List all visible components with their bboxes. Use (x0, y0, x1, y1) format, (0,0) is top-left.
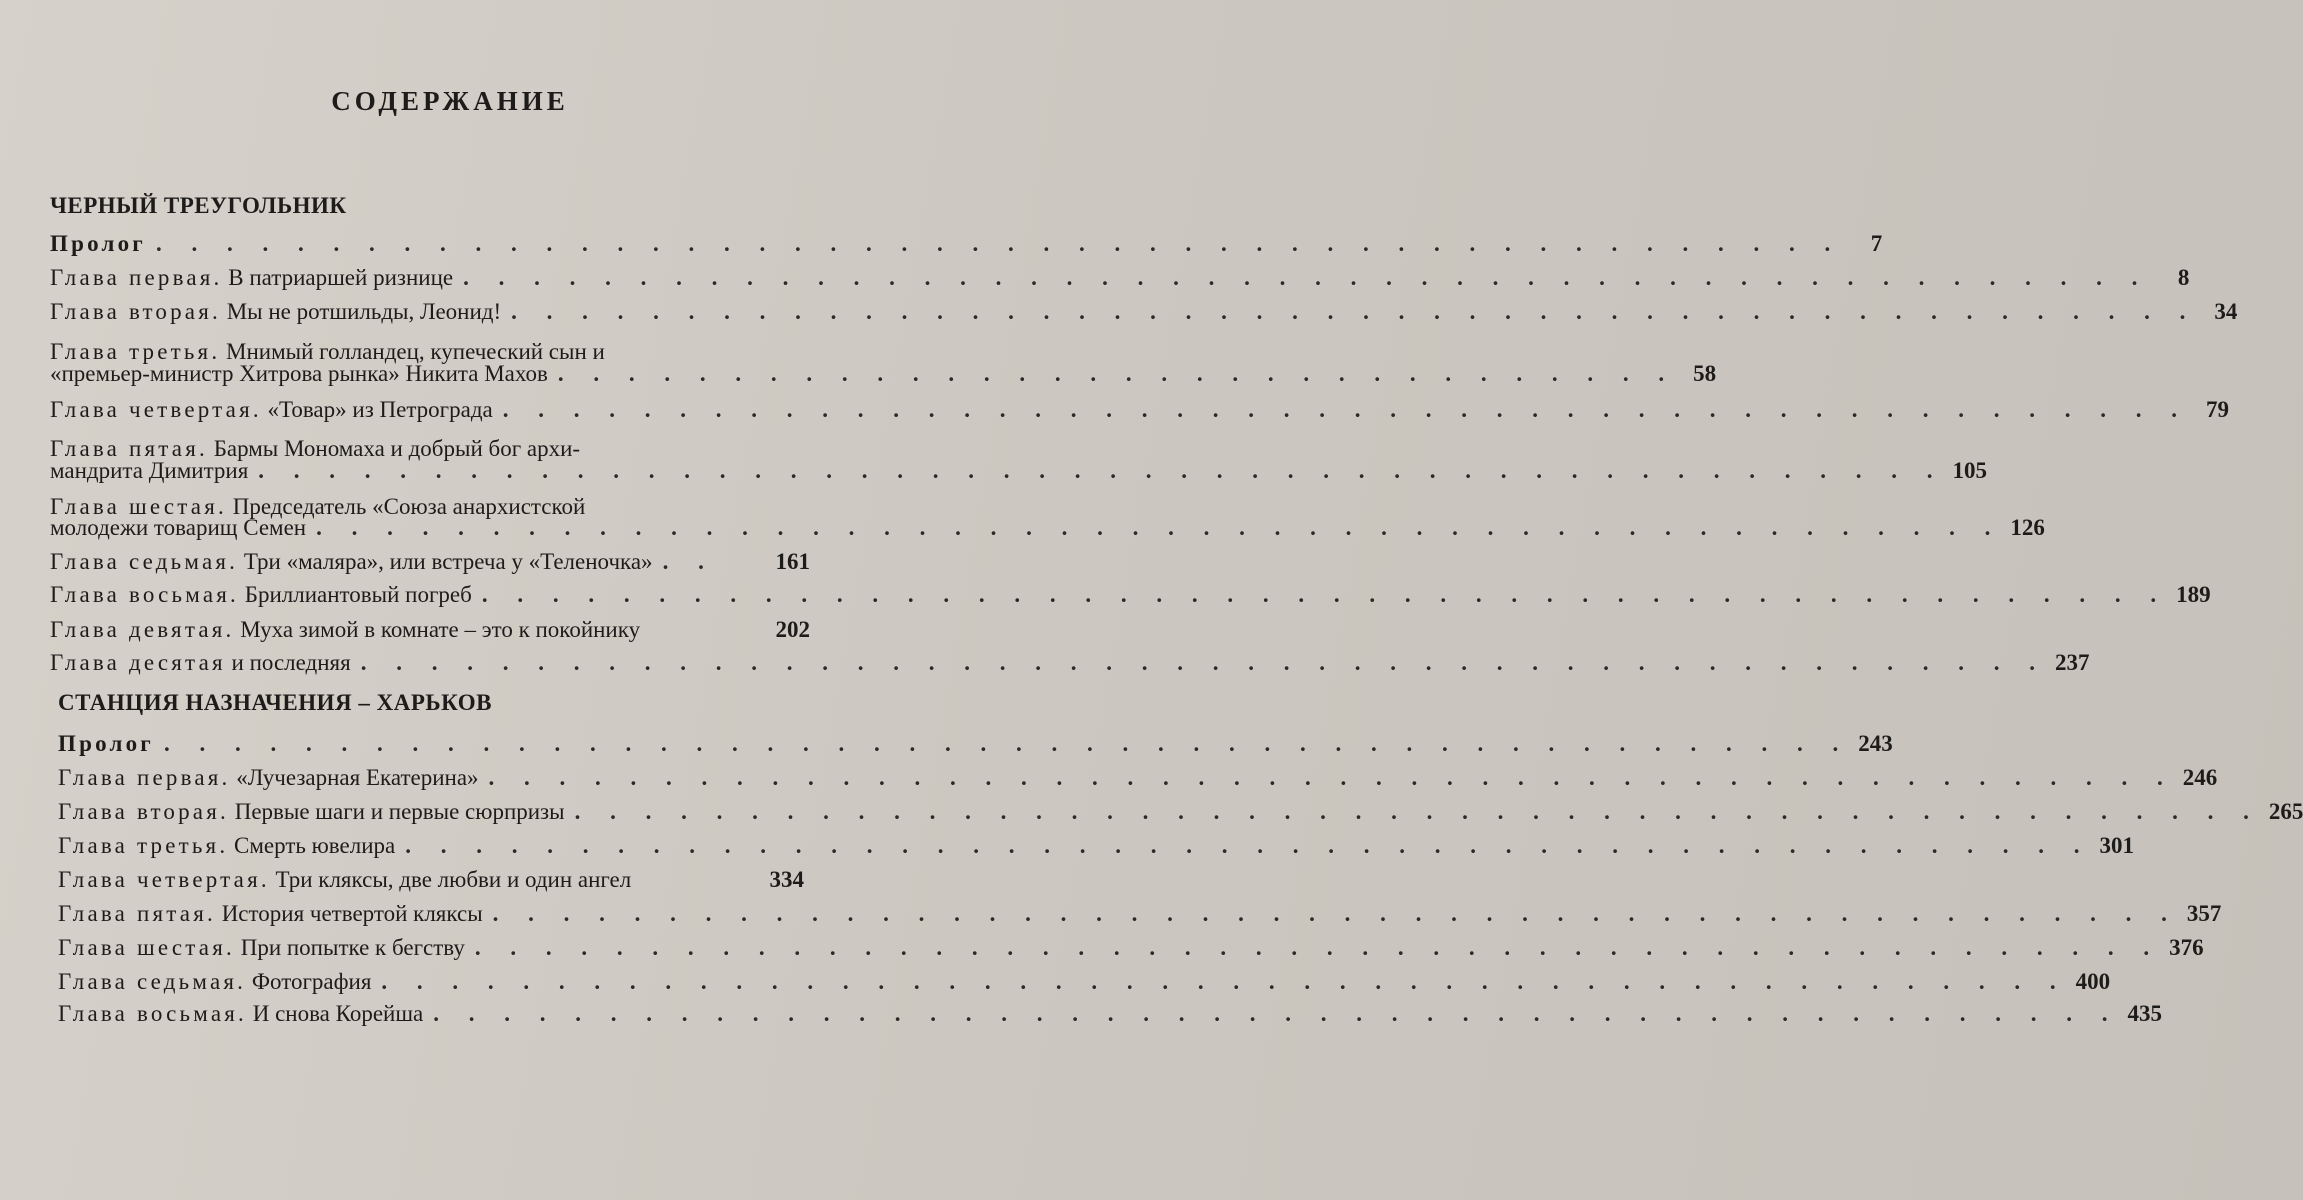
page-number: 79 (2205, 397, 2229, 422)
page-number: 161 (775, 549, 810, 574)
page-number: 334 (769, 867, 804, 892)
chapter-label: Глава первая. (50, 265, 223, 290)
chapter-label: Глава десятая (50, 650, 226, 675)
chapter-title: «Лучезарная Екатерина» (236, 765, 479, 790)
part-title-1: ЧЕРНЫЙ ТРЕУГОЛЬНИК (50, 193, 347, 218)
chapter-title: Мы не ротшильды, Леонид! (226, 299, 502, 324)
page-number: 126 (2010, 515, 2045, 540)
page-number: 246 (2182, 765, 2218, 790)
leader-dots: . . . . . . . . . . . . . . . . . . . . . . . . . . . . . . . . . . . . . . . . . . . . . . . . (433, 1001, 2120, 1026)
chapter-title: Муха зимой в комнате – это к покойнику (240, 617, 641, 642)
leader-dots: . . . . . . . . . . . . . . . . . . . . . . . . . . . . . . . . . . . . . . . . . . . . . . . . (511, 299, 2198, 324)
page-number: 357 (2186, 901, 2222, 926)
page-number: 8 (2177, 265, 2190, 290)
chapter-label: Глава четвертая. (58, 867, 270, 892)
chapter-label: Глава четвертая. (50, 397, 262, 422)
page-number: 7 (1870, 231, 1883, 256)
chapter-title-continued: молодежи товарищ Семен (50, 515, 307, 540)
page-title: СОДЕРЖАНИЕ (331, 86, 569, 116)
leader-dots: . . . . . . . . . . . . . . . . . . . . . . . . . . . . . . . . . . . . . . . . . . . . . . . . (474, 935, 2162, 960)
leader-dots: . . . . . . . . . . . . . . . . . . . . . . . . . . . . . . . . (557, 361, 1677, 386)
chapter-title: Фотография (251, 969, 372, 994)
chapter-label: Пролог (50, 231, 146, 256)
chapter-title-continued: мандрита Димитрия (50, 458, 249, 483)
chapter-title: В патриаршей ризнице (228, 265, 454, 290)
leader-dots: . . . . . . . . . . . . . . . . . . . . . . . . . . . . . . . . . . . . . . . . . . . . . . . . (574, 799, 2261, 824)
chapter-label: Глава восьмая. (58, 1001, 247, 1026)
page-number: 58 (1693, 361, 1717, 386)
chapter-title: История четвертой кляксы (221, 901, 483, 926)
chapter-label: Глава шестая. (50, 494, 227, 519)
chapter-title: Три «маляра», или встреча у «Теленочка» (243, 549, 653, 574)
chapter-title: Бармы Мономаха и добрый бог архи- (213, 436, 581, 461)
page-number: 105 (1952, 458, 1988, 483)
leader-dots: . . . . . . . . . . . . . . . . . . . . . . . . . . . . . . . . . . . . . . . . . . . . . . . . (381, 969, 2068, 994)
page-number: 376 (2169, 935, 2204, 960)
leader-dots: . . . . . . . . . . . . . . . . . . . . . . . . . . . . . . . . . . . . . . . . . . . . . . . . (405, 833, 2092, 858)
leader-dots: . . . . . . . . . . . . . . . . . . . . . . . . . . . . . . . . . . . . . . . . . . . . . . . . (155, 231, 1843, 256)
chapter-title: Мнимый голландец, купеческий сын и (226, 339, 605, 364)
page-number: 34 (2214, 299, 2238, 324)
chapter-title: Три кляксы, две любви и один ангел (275, 867, 632, 892)
page-number: 189 (2176, 582, 2211, 607)
leader-dots: . . (662, 549, 716, 574)
chapter-label: Пролог (58, 731, 154, 756)
chapter-label: Глава третья. (50, 339, 221, 364)
chapter-title: И снова Корейша (252, 1001, 424, 1026)
chapter-title: Бриллиантовый погреб (244, 582, 472, 607)
chapter-label: Глава седьмая. (50, 549, 239, 574)
leader-dots: . . . . . . . . . . . . . . . . . . . . . . . . . . . . . . . . . . . . . . . . . . . . . . . . (360, 650, 2047, 675)
page-number: 435 (2127, 1001, 2163, 1026)
chapter-title: Председатель «Союза анархистской (232, 494, 586, 519)
leader-dots: . . . . . . . . . . . . . . . . . . . . . . . . . . . . . . . . . . . . . . . . . . . . . . . . (463, 265, 2150, 290)
chapter-label: Глава шестая. (58, 935, 235, 960)
page-number: 243 (1858, 731, 1893, 756)
chapter-title: Смерть ювелира (234, 833, 396, 858)
leader-dots: . . . . . . . . . . . . . . . . . . . . . . . . . . . . . . . . . . . . . . . . . . . . . . . . (502, 397, 2189, 422)
chapter-label: Глава восьмая. (50, 582, 239, 607)
leader-dots: . . . . . . . . . . . . . . . . . . . . . . . . . . . . . . . . . . . . . . . . . . . . . . . . (492, 901, 2179, 926)
chapter-label: Глава третья. (58, 833, 229, 858)
page-number: 301 (2099, 833, 2134, 858)
chapter-label: Глава девятая. (50, 617, 235, 642)
leader-dots: . . . . . . . . . . . . . . . . . . . . . . . . . . . . . . . . . . . . . . . . . . . . . . . . (316, 515, 2003, 540)
leader-dots: . . . . . . . . . . . . . . . . . . . . . . . . . . . . . . . . . . . . . . . . . . . . . . . . (163, 731, 1851, 756)
chapter-title: При попытке к бегству (240, 935, 465, 960)
chapter-title-continued: «премьер-министр Хитрова рынка» Никита Махов (50, 361, 548, 386)
part-title-2: СТАНЦИЯ НАЗНАЧЕНИЯ – ХАРЬКОВ (58, 690, 492, 715)
chapter-label: Глава пятая. (58, 901, 216, 926)
chapter-label: Глава пятая. (50, 436, 208, 461)
leader-dots: . . . . . . . . . . . . . . . . . . . . . . . . . . . . . . . . . . . . . . . . . . . . . . . . (488, 765, 2175, 790)
chapter-label: Глава седьмая. (58, 969, 247, 994)
leader-dots: . . . . . . . . . . . . . . . . . . . . . . . . . . . . . . . . . . . . . . . . . . . . . . . . (258, 458, 1945, 483)
chapter-label: Глава вторая. (58, 799, 229, 824)
chapter-label: Глава первая. (58, 765, 231, 790)
leader-dots: . . . . . . . . . . . . . . . . . . . . . . . . . . . . . . . . . . . . . . . . . . . . . . . . (481, 582, 2169, 607)
chapter-title: и последняя (231, 650, 351, 675)
page-number: 202 (775, 617, 810, 642)
page-number: 237 (2054, 650, 2090, 675)
page-number: 265 (2268, 799, 2303, 824)
page-number: 400 (2075, 969, 2111, 994)
chapter-title: «Товар» из Петрограда (267, 397, 493, 422)
chapter-label: Глава вторая. (50, 299, 221, 324)
chapter-title: Первые шаги и первые сюрпризы (234, 799, 565, 824)
